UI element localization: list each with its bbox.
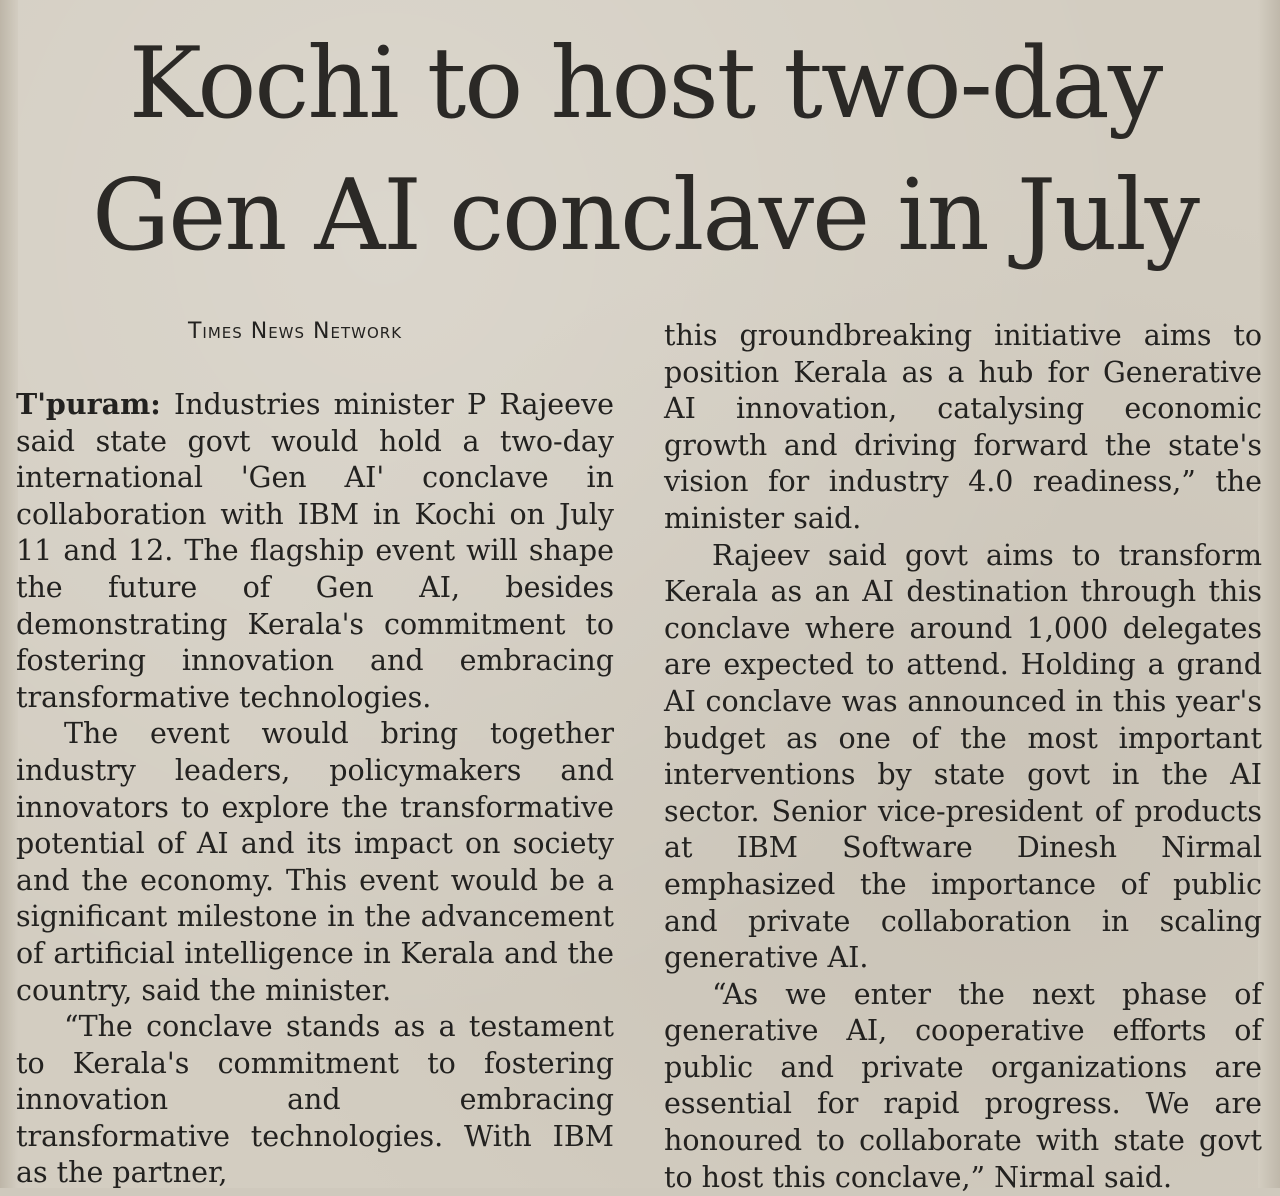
headline-line-2: Gen AI conclave in July — [91, 159, 1199, 273]
article-paragraph-3-continued: this groundbreaking initiative aims to position Kerala as a hub for Generative AI innovation, catalysing economic growth and driving forward the state's vision for industry 4.0 readiness,” the minister said. — [664, 319, 1262, 535]
column-divider — [638, 320, 639, 1170]
headline-line-1: Kochi to host two-day — [128, 27, 1162, 141]
headline — [40, 18, 1250, 282]
article-column-right — [664, 318, 1262, 1196]
dateline: T'puram: — [16, 387, 161, 421]
article-paragraph-1 — [16, 386, 614, 716]
article-paragraph-5: “As we enter the next phase of generative AI, cooperative efforts of public and private organizations are essential for rapid progress. We are honoured to collaborate with state govt to host this conclave,” Nirmal said. — [664, 977, 1262, 1194]
article-paragraph-4: Rajeev said govt aims to transform Kerala as an AI destination through this conclave where around 1,000 delegates are expected to attend. Holding a grand AI conclave was announced in this year's budget as one of the most important interventions by state govt in the AI sector. Senior vice-president of products at IBM Software Dinesh Nirmal emphasized the importance of public and private collaboration in scaling generative AI. — [664, 538, 1262, 975]
article-paragraph-3: “The conclave stands as a testament to Kerala's commitment to fostering innovation and embracing transformative technologies. With IBM as the partner, — [16, 1010, 614, 1190]
article-column-left — [16, 312, 614, 1192]
byline: Times News Network — [187, 319, 403, 344]
article-paragraph-2: The event would bring together industry leaders, policymakers and innovators to explore the transformative potential of AI and its impact on society and the economy. This event would be a significant milestone in the advancement of artificial intelligence in Kerala and the country, said the minister. — [16, 717, 614, 1007]
article-paragraph-1-text: Industries minister P Rajeeve said state govt would hold a two-day international 'Gen AI' conclave in collaboration with IBM in Kochi on July 11 and 12. The flagship event will shape the future of Gen AI, besides demonstrating Kerala's commitment to fostering innovation and embracing transformative technologies. — [16, 388, 614, 714]
